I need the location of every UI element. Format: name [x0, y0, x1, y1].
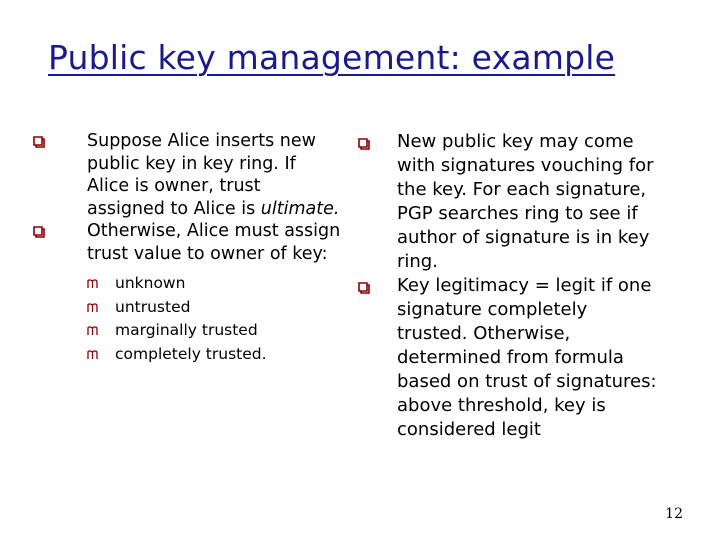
- list-item: [87, 296, 342, 320]
- hollow-m-bullet-icon: [87, 326, 98, 336]
- trust-values-list: [87, 272, 342, 366]
- sub-item-text: unknown: [115, 274, 186, 292]
- left-bullet-1-text: Suppose Alice inserts new public key in key ring. If Alice is owner, trust assigned to Alice is: [87, 131, 316, 219]
- left-bullet-1-emphasis: ultimate.: [260, 198, 340, 219]
- left-bullet-2-text: Otherwise, Alice must assign trust value to owner of key:: [87, 221, 341, 264]
- right-bullet-2-text: Key legitimacy = legit if one signature completely trusted. Otherwise, determined from formula based on trust of signatures: above threshold, key is considered legit: [397, 275, 657, 440]
- list-item: [87, 343, 342, 367]
- hollow-square-bullet-icon: [357, 137, 370, 150]
- right-bullet-1-text: New public key may come with signatures vouching for the key. For each signature, PGP searches ring to see if author of signature is in key ring.: [397, 131, 654, 272]
- right-bullet-2: [357, 274, 657, 442]
- sub-item-text: untrusted: [115, 297, 191, 316]
- hollow-square-bullet-icon: [357, 281, 370, 294]
- right-column: [357, 130, 657, 442]
- hollow-square-bullet-icon: [32, 135, 45, 148]
- hollow-m-bullet-icon: [87, 303, 98, 313]
- page-number: 12: [665, 506, 683, 522]
- list-item: [87, 319, 342, 343]
- sub-item-text: completely trusted.: [115, 344, 267, 363]
- slide-title: Public key management: example: [48, 38, 616, 77]
- left-bullet-2: [32, 220, 342, 265]
- sub-item-text: marginally trusted: [115, 321, 258, 339]
- left-bullet-1: [32, 130, 342, 220]
- hollow-m-bullet-icon: [87, 350, 98, 360]
- hollow-square-bullet-icon: [32, 225, 45, 238]
- hollow-m-bullet-icon: [87, 279, 98, 289]
- list-item: [87, 272, 342, 296]
- right-bullet-1: [357, 130, 657, 274]
- left-column: [32, 130, 342, 366]
